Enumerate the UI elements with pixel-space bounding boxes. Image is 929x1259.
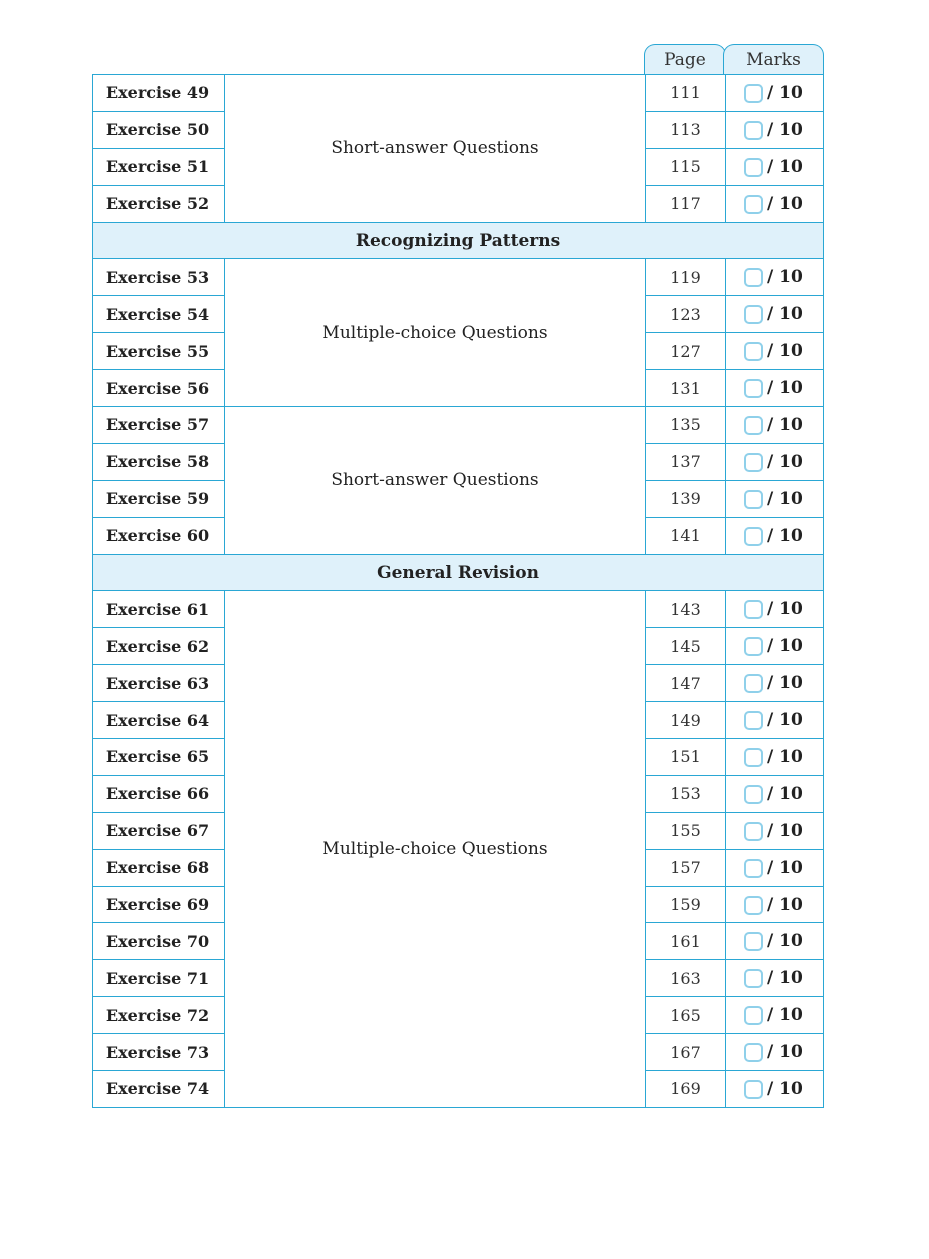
table-row [93,259,824,296]
marks-total: / 10 [767,82,803,103]
exercise-name: Exercise 68 [93,849,225,886]
marks-cell [726,75,824,112]
exercise-name: Exercise 64 [93,702,225,739]
marks-cell [726,407,824,444]
question-type: Multiple-choice Questions [225,259,646,407]
exercise-name: Exercise 67 [93,812,225,849]
question-type: Multiple-choice Questions [225,591,646,1107]
marks-input-box[interactable] [744,84,763,103]
marks-input-box[interactable] [744,932,763,951]
page-number: 117 [646,185,726,222]
marks-cell [726,997,824,1034]
marks-cell [726,1071,824,1108]
page-number: 143 [646,591,726,628]
marks-total: / 10 [767,746,803,767]
exercise-table [92,74,824,1108]
marks-input-box[interactable] [744,158,763,177]
marks-total: / 10 [767,267,803,288]
page-number: 165 [646,997,726,1034]
page-number: 153 [646,775,726,812]
marks-cell [726,628,824,665]
marks-cell [726,849,824,886]
marks-input-box[interactable] [744,379,763,398]
exercise-name: Exercise 60 [93,517,225,554]
marks-input-box[interactable] [744,453,763,472]
exercise-name: Exercise 74 [93,1071,225,1108]
exercise-name: Exercise 58 [93,443,225,480]
marks-total: / 10 [767,599,803,620]
page-number: 157 [646,849,726,886]
marks-total: / 10 [767,820,803,841]
marks-input-box[interactable] [744,1006,763,1025]
marks-cell [726,812,824,849]
marks-total: / 10 [767,894,803,915]
page-number: 115 [646,148,726,185]
marks-total: / 10 [767,673,803,694]
marks-input-box[interactable] [744,1043,763,1062]
marks-cell [726,370,824,407]
marks-cell [726,775,824,812]
page-column-header: Page [644,44,726,74]
exercise-name: Exercise 73 [93,1034,225,1071]
marks-input-box[interactable] [744,822,763,841]
marks-total: / 10 [767,414,803,435]
exercise-name: Exercise 57 [93,407,225,444]
page-number: 113 [646,111,726,148]
exercise-name: Exercise 62 [93,628,225,665]
page-number: 139 [646,480,726,517]
page-number: 147 [646,665,726,702]
marks-input-box[interactable] [744,748,763,767]
section-title: General Revision [93,554,824,591]
page-number: 119 [646,259,726,296]
page-number: 135 [646,407,726,444]
marks-cell [726,1034,824,1071]
exercise-name: Exercise 55 [93,333,225,370]
exercise-name: Exercise 52 [93,185,225,222]
page-number: 163 [646,960,726,997]
table-row [93,75,824,112]
marks-total: / 10 [767,710,803,731]
page-number: 145 [646,628,726,665]
exercise-name: Exercise 70 [93,923,225,960]
table-row [93,591,824,628]
section-header-row [93,222,824,259]
marks-total: / 10 [767,1078,803,1099]
marks-cell [726,296,824,333]
section-header-row [93,554,824,591]
page-number: 151 [646,739,726,776]
marks-cell [726,739,824,776]
page-number: 127 [646,333,726,370]
exercise-name: Exercise 69 [93,886,225,923]
marks-input-box[interactable] [744,416,763,435]
page-number: 169 [646,1071,726,1108]
marks-cell [726,886,824,923]
marks-total: / 10 [767,156,803,177]
exercise-name: Exercise 49 [93,75,225,112]
marks-cell [726,960,824,997]
table-row [93,407,824,444]
exercise-name: Exercise 56 [93,370,225,407]
marks-input-box[interactable] [744,637,763,656]
exercise-name: Exercise 71 [93,960,225,997]
question-type: Short-answer Questions [225,407,646,555]
marks-cell [726,923,824,960]
marks-total: / 10 [767,783,803,804]
marks-total: / 10 [767,525,803,546]
marks-total: / 10 [767,341,803,362]
exercise-name: Exercise 51 [93,148,225,185]
marks-total: / 10 [767,968,803,989]
marks-input-box[interactable] [744,1080,763,1099]
exercise-name: Exercise 59 [93,480,225,517]
marks-input-box[interactable] [744,600,763,619]
marks-total: / 10 [767,193,803,214]
marks-input-box[interactable] [744,490,763,509]
page-number: 131 [646,370,726,407]
question-type: Short-answer Questions [225,75,646,223]
section-title: Recognizing Patterns [93,222,824,259]
page-number: 167 [646,1034,726,1071]
marks-total: / 10 [767,931,803,952]
page-number: 149 [646,702,726,739]
marks-input-box[interactable] [744,305,763,324]
marks-input-box[interactable] [744,859,763,878]
marks-cell [726,185,824,222]
marks-total: / 10 [767,119,803,140]
marks-cell [726,111,824,148]
marks-cell [726,702,824,739]
marks-input-box[interactable] [744,711,763,730]
marks-input-box[interactable] [744,896,763,915]
marks-cell [726,333,824,370]
marks-input-box[interactable] [744,195,763,214]
marks-column-header: Marks [723,44,824,74]
marks-cell [726,259,824,296]
marks-total: / 10 [767,378,803,399]
marks-cell [726,443,824,480]
page-number: 123 [646,296,726,333]
exercise-name: Exercise 65 [93,739,225,776]
marks-cell [726,591,824,628]
exercise-name: Exercise 50 [93,111,225,148]
marks-cell [726,517,824,554]
page-number: 161 [646,923,726,960]
marks-cell [726,480,824,517]
marks-input-box[interactable] [744,785,763,804]
marks-total: / 10 [767,304,803,325]
exercise-name: Exercise 61 [93,591,225,628]
page-number: 159 [646,886,726,923]
marks-input-box[interactable] [744,121,763,140]
marks-input-box[interactable] [744,969,763,988]
exercise-name: Exercise 72 [93,997,225,1034]
marks-total: / 10 [767,1005,803,1026]
marks-total: / 10 [767,636,803,657]
marks-input-box[interactable] [744,527,763,546]
marks-total: / 10 [767,1042,803,1063]
exercise-name: Exercise 53 [93,259,225,296]
exercise-name: Exercise 54 [93,296,225,333]
page-number: 141 [646,517,726,554]
marks-input-box[interactable] [744,674,763,693]
marks-total: / 10 [767,488,803,509]
marks-cell [726,665,824,702]
page-number: 111 [646,75,726,112]
page-number: 155 [646,812,726,849]
page-number: 137 [646,443,726,480]
marks-total: / 10 [767,451,803,472]
marks-cell [726,148,824,185]
marks-input-box[interactable] [744,268,763,287]
exercise-name: Exercise 66 [93,775,225,812]
marks-total: / 10 [767,857,803,878]
exercise-name: Exercise 63 [93,665,225,702]
marks-input-box[interactable] [744,342,763,361]
